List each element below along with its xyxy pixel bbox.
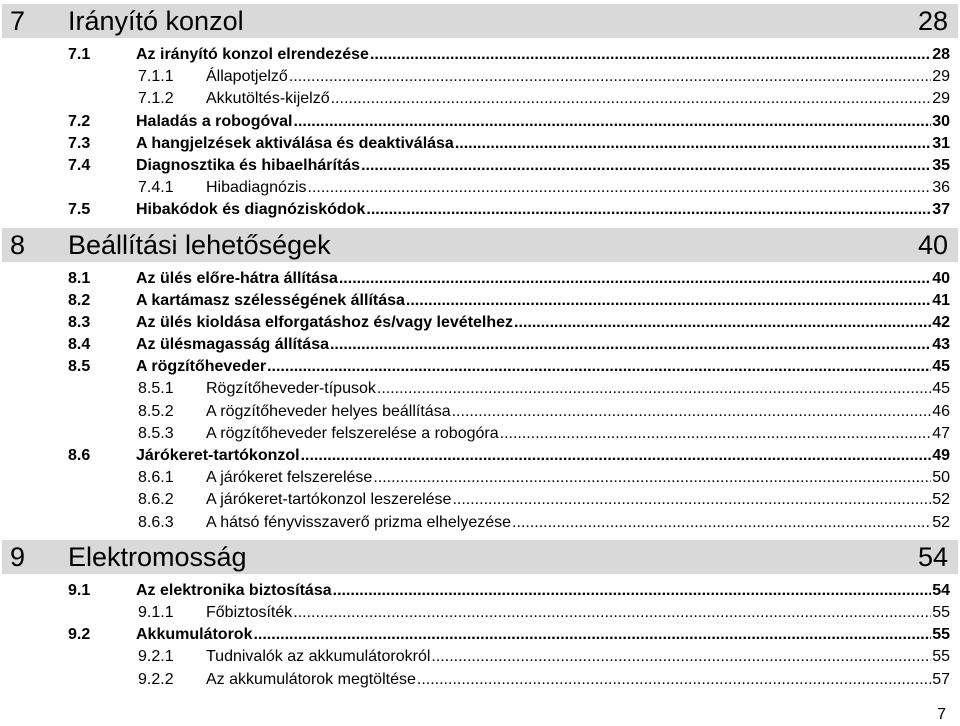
toc-subsection-entry[interactable]	[0, 489, 960, 511]
toc-subsection-entry[interactable]	[0, 378, 960, 400]
chapter-number: 9	[10, 541, 26, 572]
entry-title: A járókeret felszerelése	[206, 469, 373, 487]
chapter-page: 54	[917, 541, 948, 572]
entry-number: 7.2	[68, 112, 91, 130]
entry-title: A hangjelzések aktiválása és deaktiválása	[136, 134, 454, 152]
toc-subsection-entry[interactable]	[0, 88, 960, 110]
entry-title: Az irányító konzol elrendezése	[136, 46, 369, 63]
dot-leader	[512, 512, 931, 534]
entry-page: 29	[932, 68, 950, 86]
toc-section-entry[interactable]	[0, 290, 960, 312]
toc-section-entry[interactable]	[0, 312, 960, 334]
entry-page: 42	[932, 313, 950, 331]
toc-section-entry[interactable]	[0, 580, 960, 602]
entry-page: 55	[932, 648, 950, 666]
entry-title: A rögzítőheveder helyes beállítása	[206, 402, 451, 420]
entry-page: 45	[932, 380, 950, 398]
entry-page: 45	[932, 358, 950, 376]
dot-leader	[500, 423, 932, 445]
entry-title: Az elektronika biztosítása	[136, 581, 332, 599]
entry-number: 8.6.2	[138, 491, 174, 509]
dot-leader	[431, 646, 931, 668]
entry-number: 7.1.1	[138, 68, 174, 86]
chapter-entries	[0, 580, 960, 691]
toc-subsection-entry[interactable]	[0, 66, 960, 88]
entry-page: 43	[932, 336, 950, 354]
entry-number: 9.2	[68, 626, 91, 644]
dot-leader	[331, 88, 932, 110]
entry-page: 52	[932, 513, 950, 531]
dot-leader	[377, 378, 931, 400]
entry-title: Az ülésmagasság állítása	[136, 336, 329, 354]
entry-number: 8.6.1	[138, 469, 174, 487]
entry-title: A járókeret-tartókonzol leszerelése	[206, 491, 452, 509]
entry-title: Tudnivalók az akkumulátorokról	[206, 648, 431, 666]
chapter-title: Irányító konzol	[68, 6, 244, 36]
toc-section-entry[interactable]	[0, 199, 960, 221]
entry-number: 9.1.1	[138, 603, 174, 621]
dot-leader	[253, 624, 931, 646]
entry-title: Az akkumulátorok megtöltése	[206, 670, 416, 688]
entry-page: 50	[932, 469, 950, 487]
entry-title: Főbiztosíték	[206, 603, 293, 621]
entry-page: 37	[932, 201, 950, 219]
toc-section-entry[interactable]	[0, 111, 960, 133]
entry-number: 7.3	[68, 134, 91, 152]
toc-subsection-entry[interactable]	[0, 423, 960, 445]
entry-number: 8.5.1	[138, 380, 174, 398]
entry-page: 28	[932, 46, 950, 63]
entry-page: 47	[932, 424, 950, 442]
dot-leader	[373, 467, 931, 489]
entry-number: 7.1	[68, 46, 91, 63]
entry-title: A rögzítőheveder	[136, 358, 267, 376]
entry-title: Diagnosztika és hibaelhárítás	[136, 156, 361, 174]
dot-leader	[293, 602, 931, 624]
entry-number: 7.5	[68, 201, 91, 219]
toc-section-entry[interactable]	[0, 155, 960, 177]
entry-page: 54	[932, 581, 950, 599]
toc-subsection-entry[interactable]	[0, 646, 960, 668]
toc-section-entry[interactable]	[0, 356, 960, 378]
toc-section-entry[interactable]	[0, 268, 960, 290]
entry-page: 57	[932, 670, 950, 688]
dot-leader	[361, 155, 931, 177]
entry-title: Járókeret-tartókonzol	[136, 447, 300, 464]
entry-number: 8.6	[68, 447, 91, 464]
toc-section-entry[interactable]	[0, 624, 960, 646]
entry-page: 35	[932, 156, 950, 174]
toc-subsection-entry[interactable]	[0, 512, 960, 534]
toc-section-entry[interactable]	[0, 133, 960, 155]
dot-leader	[333, 580, 932, 602]
chapter-heading[interactable]	[2, 540, 958, 574]
entry-number: 9.1	[68, 581, 91, 599]
dot-leader	[294, 111, 932, 133]
entry-page: 55	[932, 603, 950, 621]
toc-subsection-entry[interactable]	[0, 669, 960, 691]
entry-title: Rögzítőheveder-típusok	[206, 380, 376, 398]
dot-leader	[289, 66, 931, 88]
entry-title: Hibadiagnózis	[206, 179, 307, 197]
entry-page: 49	[932, 447, 950, 464]
entry-title: Akkutöltés-kijelző	[206, 90, 330, 108]
entry-title: Hibakódok és diagnóziskódok	[136, 201, 366, 219]
entry-title: Akkumulátorok	[136, 626, 253, 644]
entry-number: 8.4	[68, 336, 91, 354]
entry-title: A rögzítőheveder felszerelése a robogóra	[206, 424, 499, 442]
entry-title: Az ülés előre-hátra állítása	[136, 269, 338, 287]
chapter-entries	[0, 44, 960, 222]
entry-page: 52	[932, 491, 950, 509]
entry-number: 8.1	[68, 269, 91, 287]
dot-leader	[330, 334, 931, 356]
entry-page: 41	[932, 291, 950, 309]
entry-number: 7.4	[68, 156, 91, 174]
entry-number: 8.3	[68, 313, 91, 331]
dot-leader	[370, 44, 931, 66]
entry-number: 9.2.2	[138, 670, 174, 688]
entry-number: 9.2.1	[138, 648, 174, 666]
toc-section-entry[interactable]	[0, 44, 960, 66]
toc-section-entry[interactable]	[0, 334, 960, 356]
chapter-title: Beállítási lehetőségek	[68, 229, 331, 260]
chapter-heading[interactable]	[2, 228, 958, 262]
dot-leader	[301, 445, 932, 467]
entry-number: 8.5.3	[138, 424, 174, 442]
entry-page: 29	[932, 90, 950, 108]
entry-title: A hátsó fényvisszaverő prizma elhelyezése	[206, 513, 512, 531]
dot-leader	[452, 489, 931, 511]
entry-page: 31	[932, 134, 950, 152]
dot-leader	[406, 290, 931, 312]
table-of-contents	[0, 4, 960, 691]
entry-page: 40	[932, 269, 950, 287]
entry-title: Az ülés kioldása elforgatáshoz és/vagy levételhez	[136, 313, 514, 331]
entry-page: 30	[932, 112, 950, 130]
dot-leader	[339, 268, 931, 290]
chapter-heading[interactable]	[2, 4, 958, 38]
entry-number: 8.5	[68, 358, 91, 376]
toc-subsection-entry[interactable]	[0, 602, 960, 624]
dot-leader	[417, 669, 931, 691]
entry-number: 7.1.2	[138, 90, 174, 108]
dot-leader	[366, 199, 931, 221]
entry-page: 55	[932, 626, 950, 644]
toc-subsection-entry[interactable]	[0, 177, 960, 199]
entry-title: Állapotjelző	[206, 68, 288, 86]
chapter-title: Elektromosság	[68, 541, 247, 572]
entry-page: 36	[932, 179, 950, 197]
dot-leader	[308, 177, 932, 199]
chapter-number: 8	[10, 229, 26, 260]
toc-subsection-entry[interactable]	[0, 467, 960, 489]
page-number: 7	[937, 706, 946, 723]
entry-number: 7.4.1	[138, 179, 174, 197]
entry-number: 8.5.2	[138, 402, 174, 420]
dot-leader	[267, 356, 931, 378]
entry-page: 46	[932, 402, 950, 420]
toc-subsection-entry[interactable]	[0, 401, 960, 423]
chapter-page: 28	[917, 6, 948, 36]
entry-number: 8.6.3	[138, 513, 174, 531]
toc-section-entry[interactable]	[0, 445, 960, 467]
chapter-entries	[0, 268, 960, 534]
chapter-page: 40	[917, 229, 948, 260]
chapter-number: 7	[10, 6, 26, 36]
entry-number: 8.2	[68, 291, 91, 309]
entry-title: A kartámasz szélességének állítása	[136, 291, 405, 309]
dot-leader	[514, 312, 931, 334]
dot-leader	[455, 133, 931, 155]
dot-leader	[452, 401, 932, 423]
entry-title: Haladás a robogóval	[136, 112, 293, 130]
